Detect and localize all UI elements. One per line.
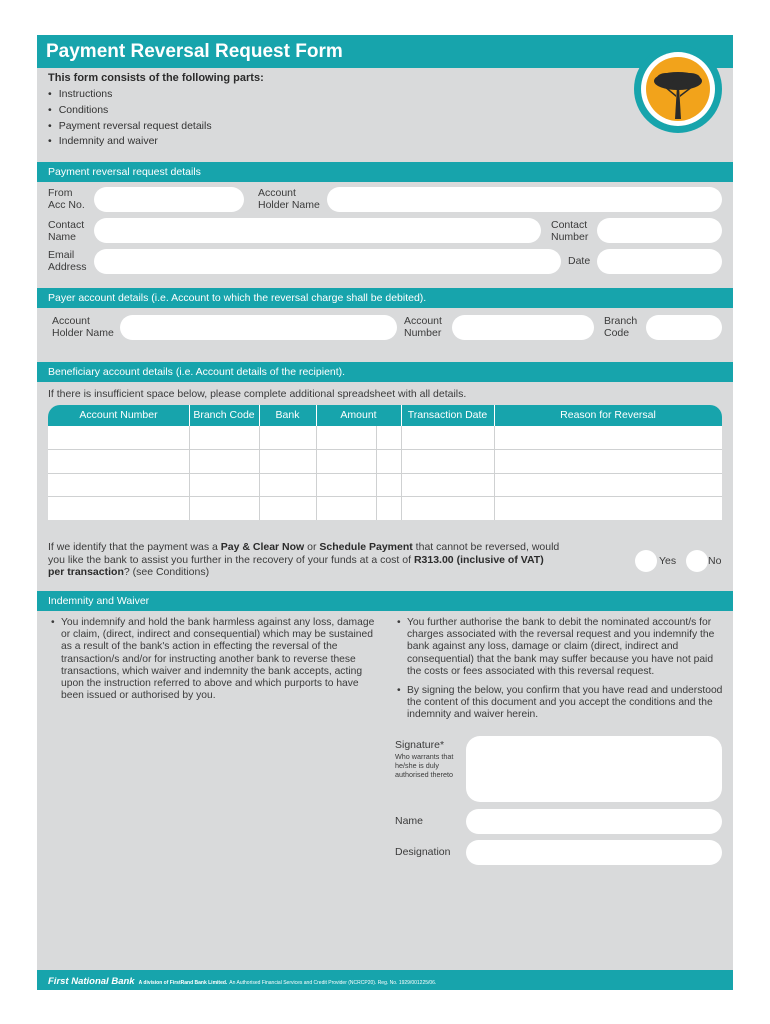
indemnity-heading: Indemnity and Waiver [37, 591, 733, 611]
payer-branch-code-field[interactable] [646, 315, 722, 340]
table-header [48, 405, 722, 426]
email-field[interactable] [94, 249, 561, 274]
fnb-brand: First National Bank [48, 976, 135, 987]
name-label: Name [395, 815, 424, 827]
fnb-tree-logo [634, 45, 722, 133]
payer-account-number-field[interactable] [452, 315, 594, 340]
legal-text: An Authorised Financial Services and Credit Provider (NCRCP20). Reg. No. 1929/001225/06. [229, 980, 437, 986]
list-item: • Indemnity and waiver [48, 134, 212, 150]
payer-holder-label: Account Holder Name [52, 315, 114, 339]
name-field[interactable] [466, 809, 722, 834]
page-title: Payment Reversal Request Form [46, 41, 343, 62]
date-field[interactable] [597, 249, 722, 274]
list-item: • Instructions [48, 87, 212, 103]
table-row [48, 496, 722, 497]
from-acc-field[interactable] [94, 187, 244, 212]
signature-label: Signature* [395, 739, 445, 751]
column-header: Account Number [79, 409, 158, 421]
date-label: Date [568, 255, 591, 267]
column-header: Bank [275, 409, 300, 421]
division-text: A division of FirstRand Bank Limited. [138, 980, 228, 986]
column-header: Transaction Date [407, 409, 488, 421]
contact-number-label: Contact Number [551, 219, 589, 243]
column-header: Amount [340, 409, 377, 421]
parts-list [48, 87, 212, 150]
table-body[interactable] [48, 426, 722, 520]
payer-number-label: Account Number [404, 315, 442, 339]
account-holder-label: Account Holder Name [258, 187, 320, 211]
payment-reversal-form [37, 35, 733, 990]
email-label: Email Address [48, 249, 87, 273]
list-item: • Conditions [48, 103, 212, 119]
designation-field[interactable] [466, 840, 722, 865]
signature-field[interactable] [466, 736, 722, 802]
column-header: Branch Code [193, 409, 255, 421]
list-item: • Payment reversal request details [48, 119, 212, 135]
contact-number-field[interactable] [597, 218, 722, 243]
no-radio[interactable] [686, 550, 708, 572]
table-row [48, 473, 722, 474]
payer-holder-name-field[interactable] [120, 315, 397, 340]
form-header [37, 35, 733, 162]
payer-details-heading: Payer account details (i.e. Account to which the reversal charge shall be debited). [37, 288, 733, 308]
request-details-heading: Payment reversal request details [37, 162, 733, 182]
contact-name-label: Contact Name [48, 219, 85, 243]
pay-clear-question: If we identify that the payment was a Pay & Clear Now or Schedule Payment that cannot be reversed, would you like the bank to assist you further in the recovery of your funds at a cost of R313.00 (inclusive of VAT) per transaction? (see Conditions) [48, 541, 560, 579]
indemnity-bullet-1: • You indemnify and hold the bank harmless against any loss, damage or claim, (direct, indirect and consequential) which may be sustained as a result of the bank's action in effecting the reversal of the transaction/s and/or for instructing another bank to reverse these transactions, which waiver and indemnity the bank accepts, acting upon the instruction referred to above and which purports to have been issued or authorised by you. [51, 617, 375, 702]
no-label: No [708, 555, 722, 567]
beneficiary-note: If there is insufficient space below, please complete additional spreadsheet with all details. [48, 388, 467, 400]
contact-name-field[interactable] [94, 218, 541, 243]
intro-heading: This form consists of the following parts: [48, 72, 264, 84]
column-header: Reason for Reversal [560, 409, 656, 421]
signature-note: Who warrants that he/she is duly authorised thereto [395, 752, 454, 779]
footer-bar [37, 970, 733, 990]
table-row [48, 449, 722, 450]
designation-label: Designation [395, 846, 451, 858]
from-acc-label: From Acc No. [48, 187, 85, 211]
account-holder-name-field[interactable] [327, 187, 722, 212]
acacia-tree-icon [646, 57, 710, 121]
authorise-bullet: • You further authorise the bank to debit the nominated account/s for charges associated with the reversal request and you indemnify the bank against any loss, damage or claim (direct, indirect and consequential) that the bank may suffer because you have not paid the costs or fees associated with this reversal request. [397, 617, 715, 677]
yes-label: Yes [659, 555, 677, 567]
yes-radio[interactable] [635, 550, 657, 572]
payer-branch-label: Branch Code [604, 315, 638, 339]
beneficiary-details-heading: Beneficiary account details (i.e. Account details of the recipient). [37, 362, 733, 382]
confirm-bullet: • By signing the below, you confirm that you have read and understood the content of this document and you accept the conditions and the indemnity and waiver herein. [397, 685, 723, 721]
